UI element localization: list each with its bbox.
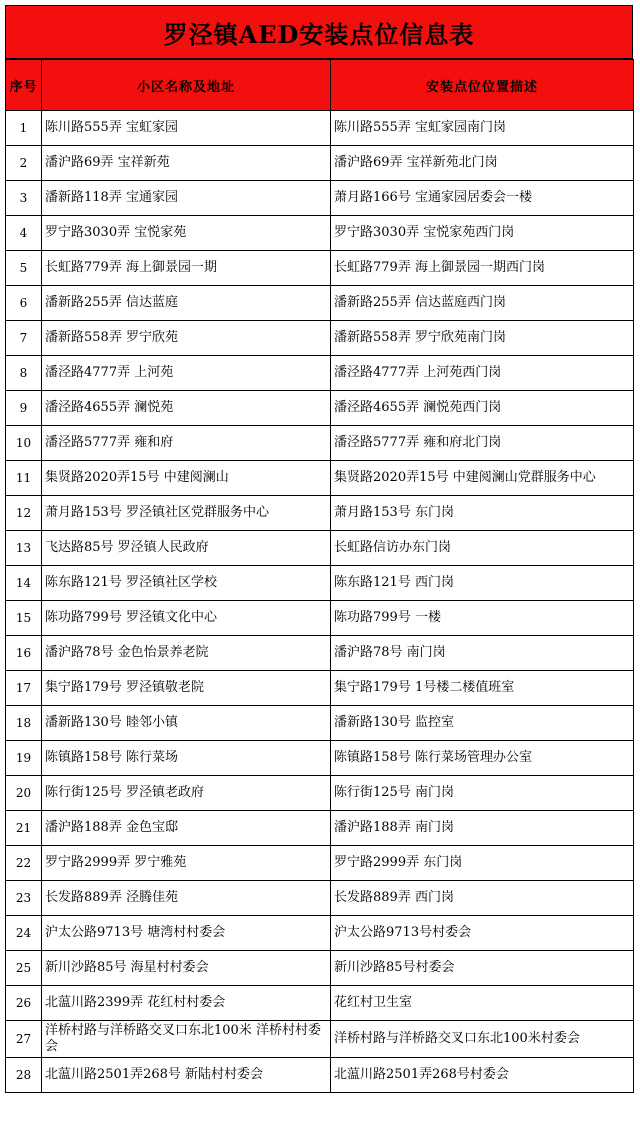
table-row: [6, 111, 634, 146]
row-address: 飞达路85号 罗泾镇人民政府: [42, 531, 331, 566]
row-number: 17: [6, 671, 42, 706]
table-row: [6, 846, 634, 881]
row-number: 10: [6, 426, 42, 461]
table-header: [6, 60, 634, 111]
table-row: [6, 146, 634, 181]
row-location: 洋桥村路与洋桥路交叉口东北100米村委会: [331, 1021, 634, 1058]
row-address: 陈镇路158号 陈行菜场: [42, 741, 331, 776]
header-address: 小区名称及地址: [42, 60, 331, 111]
table-row: [6, 706, 634, 741]
row-address: 罗宁路3030弄 宝悦家苑: [42, 216, 331, 251]
row-address: 萧月路153号 罗泾镇社区党群服务中心: [42, 496, 331, 531]
table-row: [6, 181, 634, 216]
row-location: 新川沙路85号村委会: [331, 951, 634, 986]
row-number: 22: [6, 846, 42, 881]
table-row: [6, 601, 634, 636]
row-address: 陈川路555弄 宝虹家园: [42, 111, 331, 146]
row-number: 4: [6, 216, 42, 251]
row-location: 陈行街125号 南门岗: [331, 776, 634, 811]
table-row: [6, 321, 634, 356]
row-location: 潘泾路5777弄 雍和府北门岗: [331, 426, 634, 461]
row-number: 14: [6, 566, 42, 601]
row-address: 集宁路179号 罗泾镇敬老院: [42, 671, 331, 706]
row-location: 长虹路信访办东门岗: [331, 531, 634, 566]
row-address: 集贤路2020弄15号 中建阅澜山: [42, 461, 331, 496]
table-row: [6, 986, 634, 1021]
row-number: 1: [6, 111, 42, 146]
row-address: 潘沪路78号 金色怡景养老院: [42, 636, 331, 671]
row-address: 潘泾路4655弄 澜悦苑: [42, 391, 331, 426]
aed-table: [5, 59, 634, 1093]
row-location: 萧月路166号 宝通家园居委会一楼: [331, 181, 634, 216]
table-row: [6, 426, 634, 461]
row-location: 潘新路130号 监控室: [331, 706, 634, 741]
row-number: 26: [6, 986, 42, 1021]
row-location: 潘沪路188弄 南门岗: [331, 811, 634, 846]
row-number: 15: [6, 601, 42, 636]
row-location: 萧月路153号 东门岗: [331, 496, 634, 531]
row-number: 25: [6, 951, 42, 986]
table-row: [6, 496, 634, 531]
table-row: [6, 881, 634, 916]
row-number: 6: [6, 286, 42, 321]
row-address: 潘新路130号 睦邻小镇: [42, 706, 331, 741]
row-number: 16: [6, 636, 42, 671]
header-no: 序号: [6, 60, 42, 111]
row-number: 3: [6, 181, 42, 216]
row-address: 陈东路121号 罗泾镇社区学校: [42, 566, 331, 601]
row-location: 长虹路779弄 海上御景园一期西门岗: [331, 251, 634, 286]
table-row: [6, 636, 634, 671]
row-address: 潘新路255弄 信达蓝庭: [42, 286, 331, 321]
row-number: 12: [6, 496, 42, 531]
table-row: [6, 216, 634, 251]
row-location: 罗宁路2999弄 东门岗: [331, 846, 634, 881]
row-address: 长虹路779弄 海上御景园一期: [42, 251, 331, 286]
row-address: 沪太公路9713号 塘湾村村委会: [42, 916, 331, 951]
table-row: [6, 776, 634, 811]
table-row: [6, 251, 634, 286]
table-row: [6, 951, 634, 986]
row-location: 潘新路255弄 信达蓝庭西门岗: [331, 286, 634, 321]
row-number: 8: [6, 356, 42, 391]
row-number: 9: [6, 391, 42, 426]
row-number: 27: [6, 1021, 42, 1058]
row-address: 新川沙路85号 海星村村委会: [42, 951, 331, 986]
row-number: 28: [6, 1058, 42, 1093]
row-location: 潘泾路4777弄 上河苑西门岗: [331, 356, 634, 391]
row-location: 北蕰川路2501弄268号村委会: [331, 1058, 634, 1093]
row-number: 7: [6, 321, 42, 356]
row-location: 潘新路558弄 罗宁欣苑南门岗: [331, 321, 634, 356]
page-title: 罗泾镇AED安装点位信息表: [163, 19, 475, 49]
row-address: 陈功路799号 罗泾镇文化中心: [42, 601, 331, 636]
row-number: 23: [6, 881, 42, 916]
table-row: [6, 671, 634, 706]
row-number: 2: [6, 146, 42, 181]
row-address: 长发路889弄 泾腾佳苑: [42, 881, 331, 916]
row-address: 潘泾路5777弄 雍和府: [42, 426, 331, 461]
row-number: 5: [6, 251, 42, 286]
row-location: 集宁路179号 1号楼二楼值班室: [331, 671, 634, 706]
row-location: 长发路889弄 西门岗: [331, 881, 634, 916]
row-address: 潘新路558弄 罗宁欣苑: [42, 321, 331, 356]
row-address: 潘沪路69弄 宝祥新苑: [42, 146, 331, 181]
row-location: 陈镇路158号 陈行菜场管理办公室: [331, 741, 634, 776]
row-number: 11: [6, 461, 42, 496]
table-row: [6, 286, 634, 321]
row-address: 罗宁路2999弄 罗宁雅苑: [42, 846, 331, 881]
table-row: [6, 741, 634, 776]
table-row: [6, 356, 634, 391]
row-location: 陈川路555弄 宝虹家园南门岗: [331, 111, 634, 146]
row-number: 21: [6, 811, 42, 846]
table-row: [6, 811, 634, 846]
row-address: 潘泾路4777弄 上河苑: [42, 356, 331, 391]
table-row: [6, 1058, 634, 1093]
row-address: 潘新路118弄 宝通家园: [42, 181, 331, 216]
title-bar: [5, 5, 633, 59]
row-location: 潘泾路4655弄 澜悦苑西门岗: [331, 391, 634, 426]
table-row: [6, 566, 634, 601]
table-body: [6, 111, 634, 1093]
row-number: 13: [6, 531, 42, 566]
table-row: [6, 531, 634, 566]
row-location: 陈功路799号 一楼: [331, 601, 634, 636]
table-row: [6, 916, 634, 951]
header-row: [6, 60, 634, 111]
row-address: 陈行街125号 罗泾镇老政府: [42, 776, 331, 811]
row-location: 潘沪路78号 南门岗: [331, 636, 634, 671]
header-location: 安装点位位置描述: [331, 60, 634, 111]
table-row: [6, 391, 634, 426]
row-address: 北蕰川路2501弄268号 新陆村村委会: [42, 1058, 331, 1093]
row-location: 集贤路2020弄15号 中建阅澜山党群服务中心: [331, 461, 634, 496]
table-row: [6, 461, 634, 496]
table-row: [6, 1021, 634, 1058]
row-location: 潘沪路69弄 宝祥新苑北门岗: [331, 146, 634, 181]
row-address: 洋桥村路与洋桥路交叉口东北100米 洋桥村村委会: [42, 1021, 331, 1058]
row-location: 陈东路121号 西门岗: [331, 566, 634, 601]
row-location: 沪太公路9713号村委会: [331, 916, 634, 951]
row-location: 花红村卫生室: [331, 986, 634, 1021]
aed-info-sheet: [5, 5, 633, 1093]
row-address: 北蕰川路2399弄 花红村村委会: [42, 986, 331, 1021]
row-number: 19: [6, 741, 42, 776]
row-number: 24: [6, 916, 42, 951]
row-number: 20: [6, 776, 42, 811]
row-number: 18: [6, 706, 42, 741]
row-address: 潘沪路188弄 金色宝邸: [42, 811, 331, 846]
row-location: 罗宁路3030弄 宝悦家苑西门岗: [331, 216, 634, 251]
